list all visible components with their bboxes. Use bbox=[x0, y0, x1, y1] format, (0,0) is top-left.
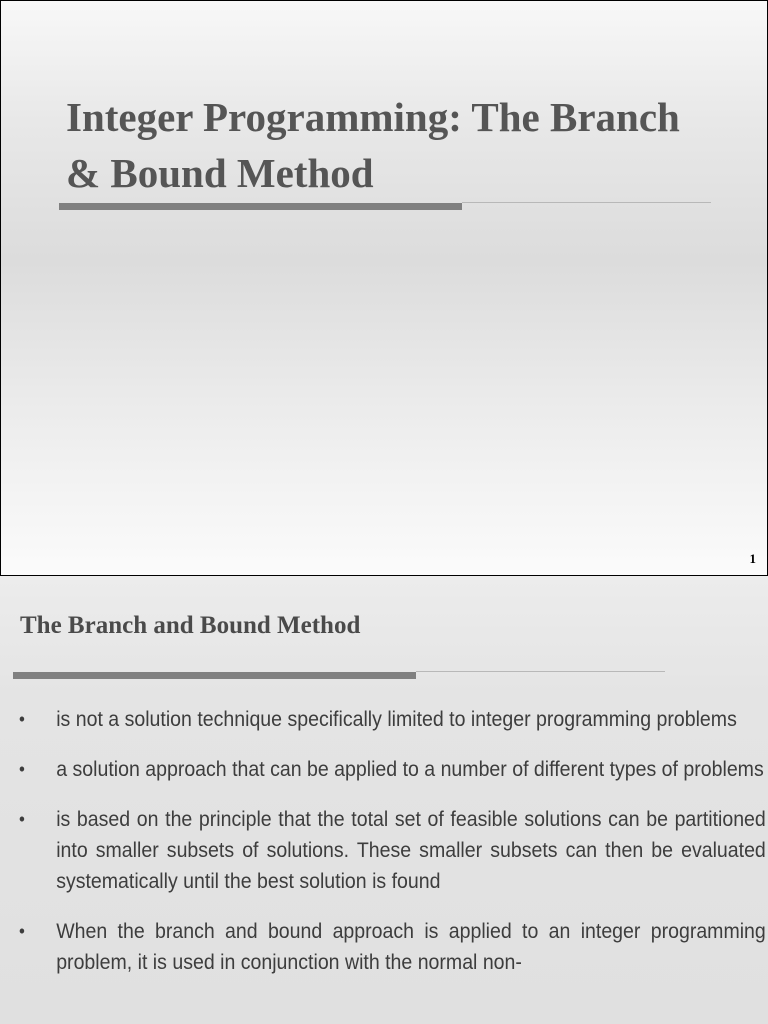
bullet-text: is not a solution technique specifically limited to integer programming problems bbox=[56, 708, 737, 731]
slide-title: Integer Programming: The Branch & Bound Method bbox=[66, 94, 680, 196]
heading-underline-thin bbox=[416, 671, 665, 672]
title-underline-thin bbox=[462, 202, 711, 203]
bullet-list bbox=[19, 704, 766, 997]
title-underline-thick bbox=[59, 203, 462, 210]
bullet-item bbox=[19, 804, 766, 897]
bullet-icon: • bbox=[19, 709, 25, 729]
bullet-icon: • bbox=[19, 921, 25, 941]
heading-underline-thick bbox=[13, 672, 416, 679]
slide-heading: The Branch and Bound Method bbox=[20, 612, 361, 639]
bullet-icon: • bbox=[19, 759, 25, 779]
bullet-icon: • bbox=[19, 809, 25, 829]
bullet-item bbox=[19, 704, 766, 735]
bullet-text: a solution approach that can be applied to a number of different types of problems bbox=[56, 758, 764, 781]
bullet-text: is based on the principle that the total set of feasible solutions can be partitioned into smaller subsets of solutions. These smaller subsets can then be evaluated systematically until the best solution is found bbox=[56, 808, 766, 893]
content-slide bbox=[0, 576, 768, 1024]
bullet-item bbox=[19, 754, 766, 785]
bullet-text: When the branch and bound approach is applied to an integer programming problem, it is used in conjunction with the normal non- bbox=[56, 920, 766, 974]
bullet-item bbox=[19, 916, 766, 978]
page-number: 1 bbox=[749, 551, 756, 566]
